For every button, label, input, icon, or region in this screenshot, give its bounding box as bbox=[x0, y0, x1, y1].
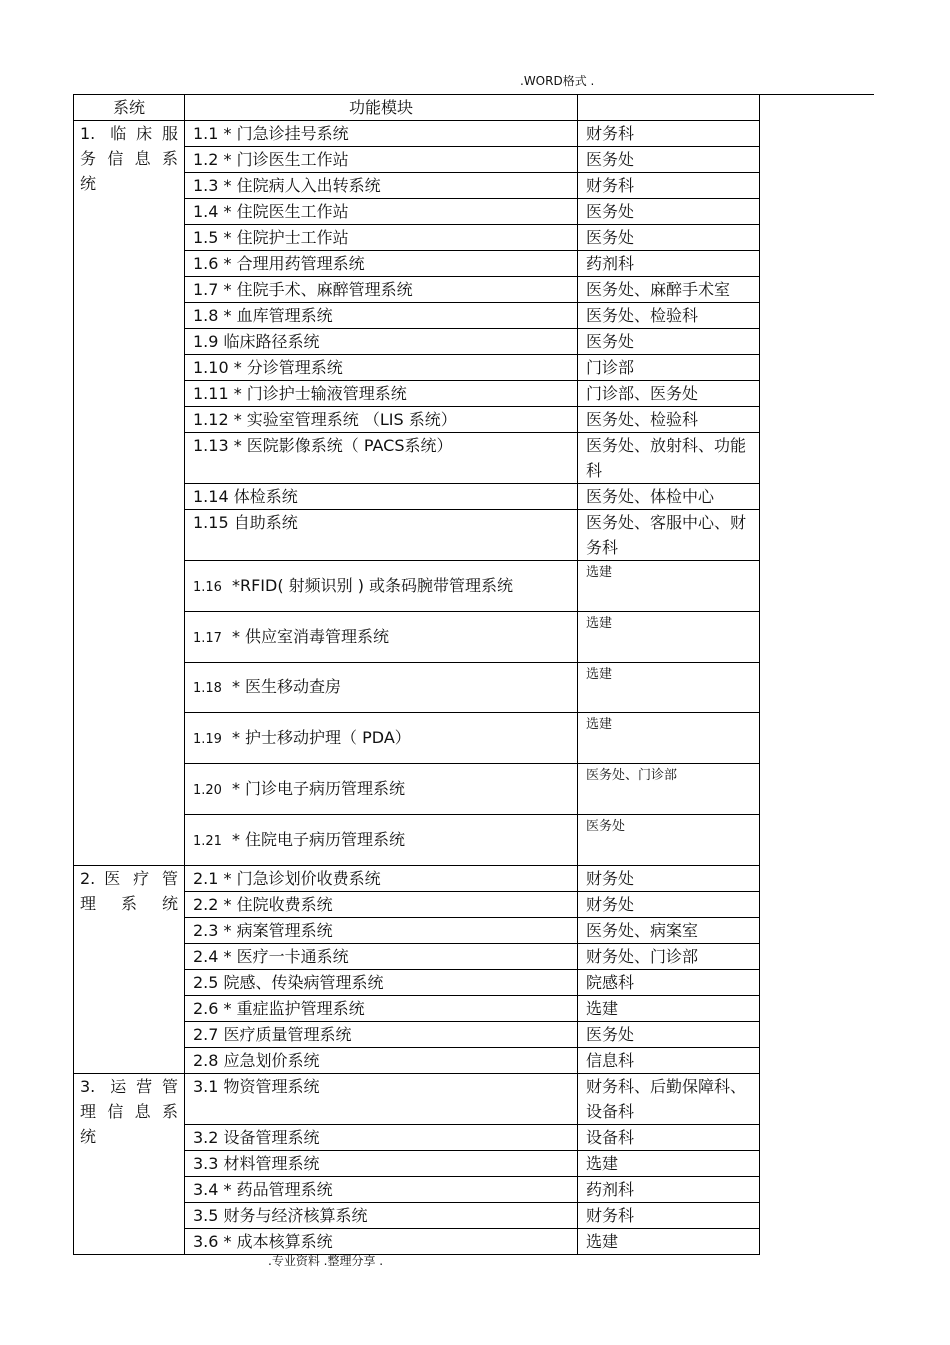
module-name: * 门诊电子病历管理系统 bbox=[231, 778, 406, 798]
dept-cell: 医务处 bbox=[578, 1022, 760, 1048]
dept-cell: 医务处、门诊部 bbox=[578, 764, 760, 815]
system-name-line: 理 信 息 系 bbox=[80, 1102, 178, 1121]
module-cell: 3.4 * 药品管理系统 bbox=[185, 1177, 578, 1203]
module-cell: 1.11 * 门诊护士输液管理系统 bbox=[185, 381, 578, 407]
dept-cell: 选建 bbox=[578, 1151, 760, 1177]
module-cell: 2.3 * 病案管理系统 bbox=[185, 918, 578, 944]
dept-cell: 财务科 bbox=[578, 121, 760, 147]
module-cell: 2.2 * 住院收费系统 bbox=[185, 892, 578, 918]
dept-cell: 选建 bbox=[578, 663, 760, 713]
header-dept bbox=[578, 95, 760, 121]
module-cell: 3.3 材料管理系统 bbox=[185, 1151, 578, 1177]
module-cell: 2.7 医疗质量管理系统 bbox=[185, 1022, 578, 1048]
module-cell: 3.1 物资管理系统 bbox=[185, 1074, 578, 1125]
page-footer: .专业资料 .整理分享 . bbox=[268, 1254, 384, 1268]
module-cell: 2.8 应急划价系统 bbox=[185, 1048, 578, 1074]
dept-cell: 选建 bbox=[578, 996, 760, 1022]
module-name: * 护士移动护理（ PDA） bbox=[231, 727, 411, 747]
module-number: 1.18 bbox=[193, 681, 222, 696]
dept-cell: 信息科 bbox=[578, 1048, 760, 1074]
table-row bbox=[74, 1074, 760, 1125]
dept-cell: 选建 bbox=[578, 561, 760, 612]
page-header: .WORD格式 . bbox=[520, 74, 595, 88]
module-cell bbox=[185, 713, 578, 764]
dept-cell: 财务处 bbox=[578, 892, 760, 918]
module-number: 1.21 bbox=[193, 833, 222, 849]
dept-cell: 医务处、麻醉手术室 bbox=[578, 277, 760, 303]
table-header-row bbox=[74, 95, 760, 121]
module-number: 1.20 bbox=[193, 782, 222, 798]
dept-cell: 医务处 bbox=[578, 225, 760, 251]
dept-cell: 药剂科 bbox=[578, 251, 760, 277]
module-cell: 1.1 * 门急诊挂号系统 bbox=[185, 121, 578, 147]
dept-cell: 医务处、放射科、功能科 bbox=[578, 433, 760, 484]
dept-cell: 设备科 bbox=[578, 1125, 760, 1151]
dept-cell: 门诊部、医务处 bbox=[578, 381, 760, 407]
module-cell: 1.7 * 住院手术、麻醉管理系统 bbox=[185, 277, 578, 303]
table-row bbox=[74, 866, 760, 892]
dept-cell: 选建 bbox=[578, 612, 760, 663]
system-cell bbox=[74, 121, 185, 866]
module-cell: 2.1 * 门急诊划价收费系统 bbox=[185, 866, 578, 892]
module-cell bbox=[185, 612, 578, 663]
module-name: * 供应室消毒管理系统 bbox=[231, 626, 390, 646]
module-cell: 3.6 * 成本核算系统 bbox=[185, 1229, 578, 1255]
system-name-line: 统 bbox=[80, 174, 97, 193]
module-cell: 1.13 * 医院影像系统（ PACS系统） bbox=[185, 433, 578, 484]
system-name-line: 统 bbox=[80, 1127, 97, 1146]
system-name-line: 理系统 bbox=[80, 894, 178, 913]
module-cell: 1.8 * 血库管理系统 bbox=[185, 303, 578, 329]
system-name-line: 2. 医 疗 管 bbox=[80, 869, 178, 888]
module-number: 1.17 bbox=[193, 630, 222, 646]
module-cell bbox=[185, 561, 578, 612]
dept-cell: 药剂科 bbox=[578, 1177, 760, 1203]
dept-cell: 医务处、客服中心、财务科 bbox=[578, 510, 760, 561]
dept-cell: 财务科 bbox=[578, 1203, 760, 1229]
system-cell bbox=[74, 1074, 185, 1255]
module-name: * 医生移动查房 bbox=[231, 677, 342, 696]
module-number: 1.16 bbox=[193, 579, 222, 595]
system-name-line: 1. 临床服 bbox=[80, 124, 178, 143]
header-system: 系统 bbox=[74, 95, 185, 121]
dept-cell: 医务处、检验科 bbox=[578, 303, 760, 329]
module-cell: 1.9 临床路径系统 bbox=[185, 329, 578, 355]
dept-cell: 选建 bbox=[578, 713, 760, 764]
dept-cell: 院感科 bbox=[578, 970, 760, 996]
module-cell: 1.12 * 实验室管理系统 （LIS 系统） bbox=[185, 407, 578, 433]
module-cell bbox=[185, 764, 578, 815]
system-name-line: 务 信 息 系 bbox=[80, 149, 178, 168]
module-cell: 3.2 设备管理系统 bbox=[185, 1125, 578, 1151]
module-cell: 1.6 * 合理用药管理系统 bbox=[185, 251, 578, 277]
systems-table bbox=[73, 94, 760, 1255]
module-name: * 住院电子病历管理系统 bbox=[231, 829, 406, 849]
module-cell: 1.3 * 住院病人入出转系统 bbox=[185, 173, 578, 199]
module-number: 1.19 bbox=[193, 731, 222, 747]
module-cell: 1.14 体检系统 bbox=[185, 484, 578, 510]
dept-cell: 财务科 bbox=[578, 173, 760, 199]
module-cell: 1.10 * 分诊管理系统 bbox=[185, 355, 578, 381]
module-cell: 1.2 * 门诊医生工作站 bbox=[185, 147, 578, 173]
module-name: *RFID( 射频识别 ) 或条码腕带管理系统 bbox=[231, 575, 514, 595]
module-cell: 1.5 * 住院护士工作站 bbox=[185, 225, 578, 251]
module-cell: 1.4 * 住院医生工作站 bbox=[185, 199, 578, 225]
module-cell: 2.6 * 重症监护管理系统 bbox=[185, 996, 578, 1022]
dept-cell: 门诊部 bbox=[578, 355, 760, 381]
module-cell: 3.5 财务与经济核算系统 bbox=[185, 1203, 578, 1229]
dept-cell: 医务处、病案室 bbox=[578, 918, 760, 944]
header-module: 功能模块 bbox=[185, 95, 578, 121]
dept-cell: 医务处 bbox=[578, 815, 760, 866]
system-name-line: 3. 运营管 bbox=[80, 1077, 178, 1096]
module-cell: 2.4 * 医疗一卡通系统 bbox=[185, 944, 578, 970]
module-cell bbox=[185, 663, 578, 713]
dept-cell: 财务处 bbox=[578, 866, 760, 892]
module-cell: 2.5 院感、传染病管理系统 bbox=[185, 970, 578, 996]
dept-cell: 医务处、体检中心 bbox=[578, 484, 760, 510]
dept-cell: 财务科、后勤保障科、设备科 bbox=[578, 1074, 760, 1125]
dept-cell: 选建 bbox=[578, 1229, 760, 1255]
module-cell: 1.15 自助系统 bbox=[185, 510, 578, 561]
dept-cell: 财务处、门诊部 bbox=[578, 944, 760, 970]
dept-cell: 医务处、检验科 bbox=[578, 407, 760, 433]
module-cell bbox=[185, 815, 578, 866]
dept-cell: 医务处 bbox=[578, 329, 760, 355]
system-cell bbox=[74, 866, 185, 1074]
table-row bbox=[74, 121, 760, 147]
dept-cell: 医务处 bbox=[578, 147, 760, 173]
dept-cell: 医务处 bbox=[578, 199, 760, 225]
